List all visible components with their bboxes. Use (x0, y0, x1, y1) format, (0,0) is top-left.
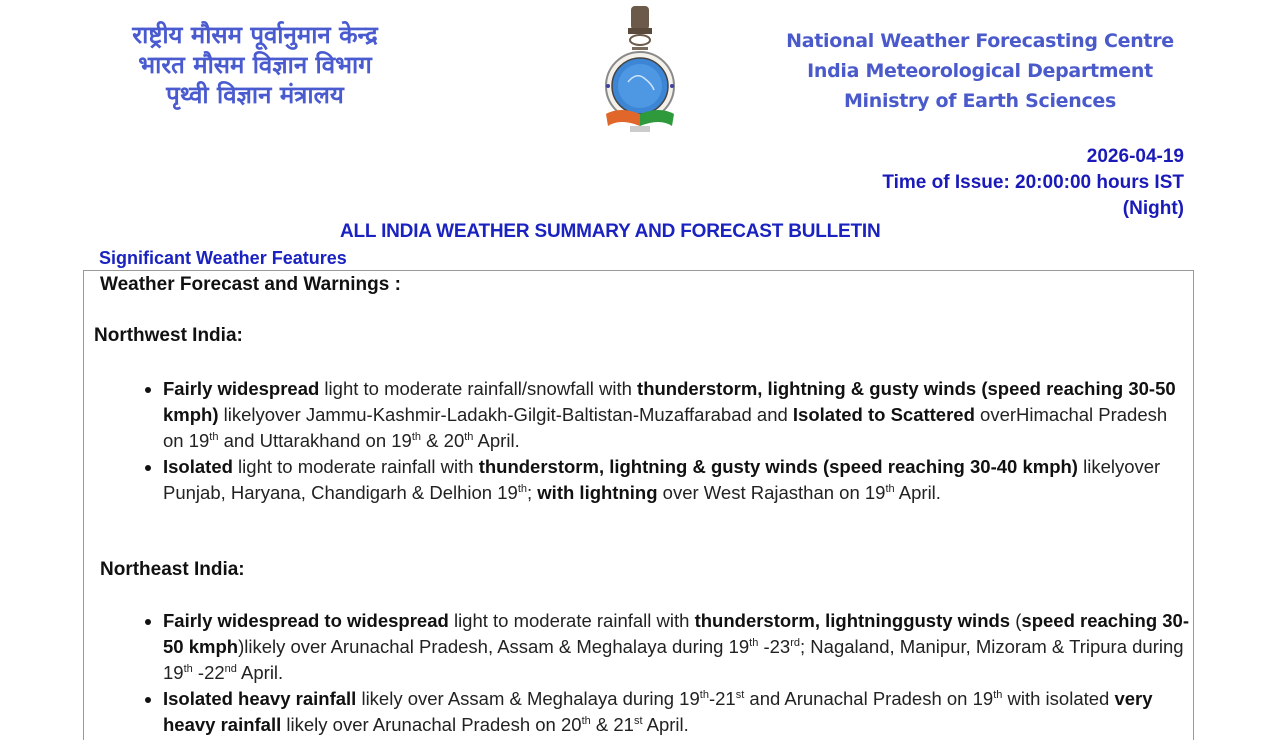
org-line-2: India Meteorological Department (807, 60, 1153, 82)
hindi-org-header (100, 20, 410, 110)
bullet-item (145, 608, 1190, 686)
bulletin-title: ALL INDIA WEATHER SUMMARY AND FORECAST BULLETIN (340, 221, 881, 242)
issue-date: 2026-04-19 (1086, 146, 1184, 167)
bullet-icon (145, 387, 151, 393)
forecast-warnings-title: Weather Forecast and Warnings : (100, 274, 401, 295)
section-title: Significant Weather Features (99, 248, 347, 268)
english-org-header (780, 26, 1180, 116)
region-title-northwest: Northwest India: (94, 325, 243, 346)
bullet-icon (145, 465, 151, 471)
time-of-issue: Time of Issue: 20:00:00 hours IST (882, 172, 1184, 193)
bullet-text: Isolated heavy rainfall likely over Assam & Meghalaya during 19th-21st and Arunachal Pradesh on 19th with isolated very heavy rainfall likely over Arunachal Pradesh on 20th & 21st April. (163, 688, 1153, 735)
org-line-1: National Weather Forecasting Centre (786, 30, 1174, 52)
bullet-text: Fairly widespread to widespread light to moderate rainfall with thunderstorm, lightninggusty winds (speed reaching 30-50 kmph)likely over Arunachal Pradesh, Assam & Meghalaya during 19th -23rd; Nagaland, Manipur, Mizoram & Tripura during 19th -22nd April. (163, 610, 1189, 683)
hindi-line-1: राष्ट्रीय मौसम पूर्वानुमान केन्द्र (132, 21, 378, 49)
issue-period: (Night) (1122, 198, 1184, 219)
bullet-item (145, 686, 1190, 738)
northwest-bullets (145, 376, 1190, 506)
issue-info (882, 144, 1184, 222)
org-line-3: Ministry of Earth Sciences (843, 90, 1117, 112)
bullet-text: Isolated light to moderate rainfall with thunderstorm, lightning & gusty winds (speed reaching 30-40 kmph) likelyover Punjab, Haryana, Chandigarh & Delhion 19th; with lightning over West Rajasthan on 19th April. (163, 456, 1161, 503)
imd-emblem-logo (600, 2, 680, 134)
region-title-northeast: Northeast India: (100, 559, 245, 580)
hindi-line-3: पृथ्वी विज्ञान मंत्रालय (166, 81, 344, 109)
bullet-item (145, 376, 1190, 454)
northeast-bullets (145, 608, 1190, 738)
bullet-icon (145, 697, 151, 703)
hindi-line-2: भारत मौसम विज्ञान विभाग (138, 51, 372, 79)
bullet-item (145, 454, 1190, 506)
bullet-text: Fairly widespread light to moderate rainfall/snowfall with thunderstorm, lightning & gusty winds (speed reaching 30-50 kmph) likelyover Jammu-Kashmir-Ladakh-Gilgit-Baltistan-Muzaffarabad and Isolated to Scattered overHimachal Pradesh on 19th and Uttarakhand on 19th & 20th April. (163, 378, 1176, 451)
bullet-icon (145, 619, 151, 625)
